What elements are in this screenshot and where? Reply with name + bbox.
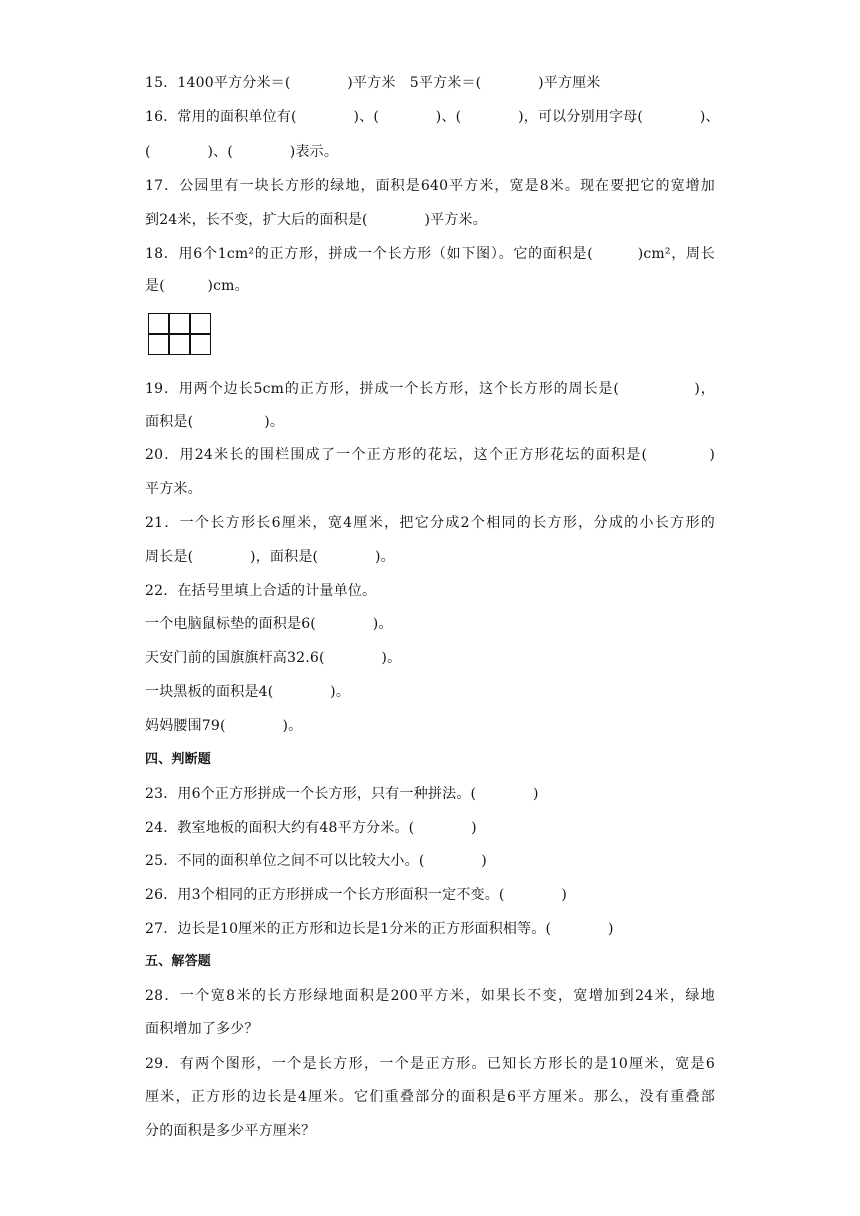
question-27: 27．边长是10厘米的正方形和边长是1分米的正方形面积相等。( ) <box>145 921 614 937</box>
question-19-line-2: 面积是( )。 <box>145 414 285 430</box>
question-21-line-2: 周长是( )，面积是( )。 <box>145 549 395 565</box>
section-heading-word-problems: 五、解答题 <box>145 954 212 969</box>
section-heading-true-false: 四、判断题 <box>145 752 212 767</box>
question-18-line-1: 18．用6个1cm²的正方形，拼成一个长方形（如下图）。它的面积是( )cm²，周长 <box>145 246 715 262</box>
grid-cell <box>148 313 169 334</box>
question-22-item-1: 一个电脑鼠标垫的面积是6( )。 <box>145 616 393 632</box>
question-28-line-1: 28．一个宽8米的长方形绿地面积是200平方米，如果长不变，宽增加到24米，绿地 <box>145 988 715 1004</box>
question-21-line-1: 21．一个长方形长6厘米，宽4厘米，把它分成2个相同的长方形，分成的小长方形的 <box>145 515 715 531</box>
question-29-line-1: 29．有两个图形，一个是长方形，一个是正方形。已知长方形长的是10厘米，宽是6 <box>145 1056 715 1072</box>
question-19-line-1: 19．用两个边长5cm的正方形，拼成一个长方形，这个长方形的周长是( )， <box>145 381 715 397</box>
question-22-item-2: 天安门前的国旗旗杆高32.6( )。 <box>145 650 402 666</box>
question-29-line-3: 分的面积是多少平方厘米？ <box>145 1123 316 1139</box>
question-24: 24．教室地板的面积大约有48平方分米。( ) <box>145 820 477 836</box>
question-17-line-1: 17．公园里有一块长方形的绿地，面积是640平方米，宽是8米。现在要把它的宽增加 <box>145 178 715 194</box>
question-28-line-2: 面积增加了多少？ <box>145 1021 259 1037</box>
question-29-line-2: 厘米，正方形的边长是4厘米。它们重叠部分的面积是6平方厘米。那么，没有重叠部 <box>145 1089 715 1105</box>
question-18-line-2: 是( )cm。 <box>145 278 249 294</box>
question-26: 26．用3个相同的正方形拼成一个长方形面积一定不变。( ) <box>145 887 568 903</box>
grid-cell <box>148 334 169 355</box>
question-15: 15．1400平方分米＝( )平方米 5平方米＝( )平方厘米 <box>145 75 601 91</box>
question-25: 25．不同的面积单位之间不可以比较大小。( ) <box>145 853 487 869</box>
question-17-line-2: 到24米，长不变，扩大后的面积是( )平方米。 <box>145 212 487 228</box>
question-16-line-2: ( )、( )表示。 <box>145 144 339 160</box>
grid-cell <box>169 334 190 355</box>
question-22-item-4: 妈妈腰围79( )。 <box>145 718 303 734</box>
grid-cell <box>190 334 211 355</box>
question-20-line-1: 20．用24米长的围栏围成了一个正方形的花坛，这个正方形花坛的面积是( ) <box>145 447 715 463</box>
question-22: 22．在括号里填上合适的计量单位。 <box>145 583 377 599</box>
grid-cell <box>190 313 211 334</box>
question-22-item-3: 一块黑板的面积是4( )。 <box>145 684 351 700</box>
question-20-line-2: 平方米。 <box>145 481 202 497</box>
q18-rectangle-grid-figure <box>148 313 211 355</box>
grid-cell <box>169 313 190 334</box>
question-23: 23．用6个正方形拼成一个长方形，只有一种拼法。( ) <box>145 786 539 802</box>
question-16-line-1: 16．常用的面积单位有( )、( )、( )，可以分别用字母( )、 <box>145 109 720 125</box>
